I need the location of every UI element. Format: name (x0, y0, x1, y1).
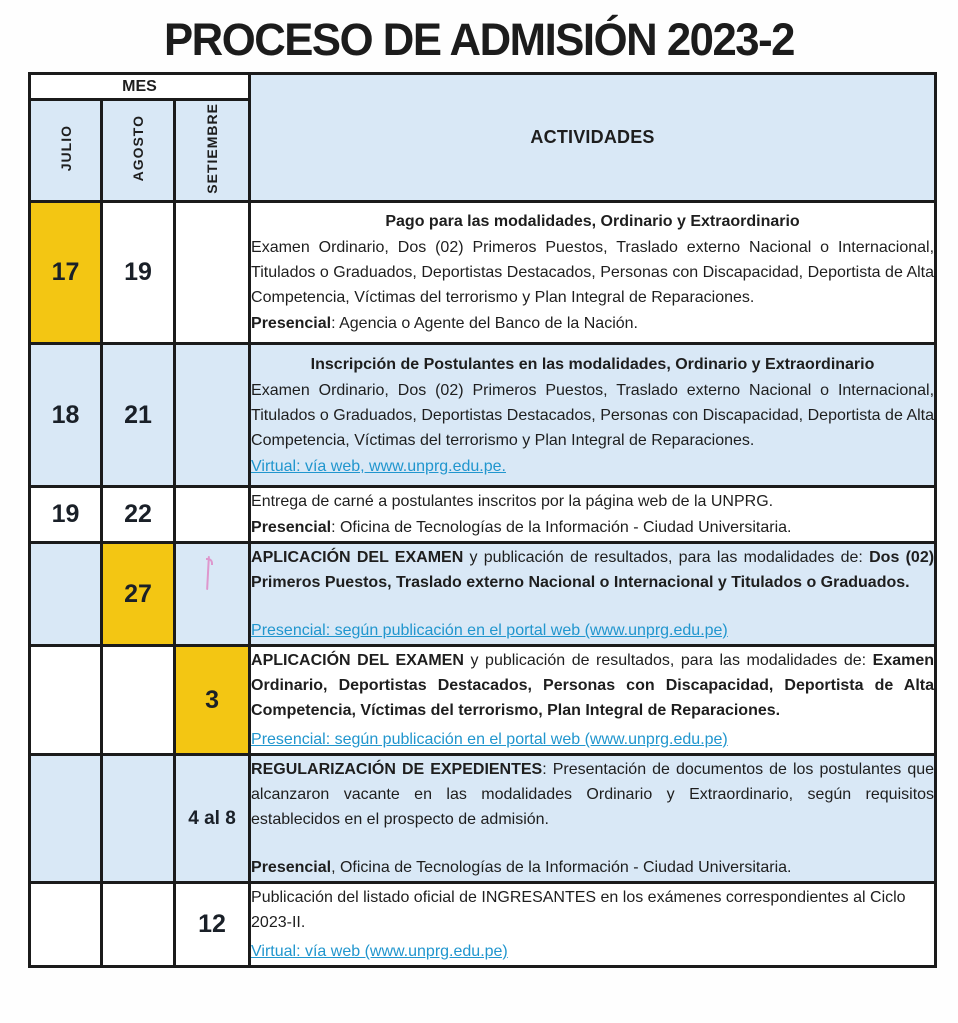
agosto-date-cell (102, 487, 175, 543)
setiembre-date-cell (175, 543, 250, 646)
admission-schedule-table (28, 72, 937, 968)
date-value: 22 (124, 500, 152, 528)
julio-date-cell (30, 543, 102, 646)
header-row-mes (30, 74, 936, 100)
julio-date-cell (30, 487, 102, 543)
activity-cell (250, 646, 936, 755)
text-segment: : Agencia o Agente del Banco de la Nación. (331, 315, 638, 332)
text-segment: : Oficina de Tecnologías de la Información - Ciudad Universitaria. (331, 519, 792, 536)
agosto-date-cell (102, 202, 175, 344)
column-header-julio (30, 100, 102, 202)
date-value: 3 (205, 685, 219, 714)
date-value: 19 (51, 500, 80, 528)
page-title: PROCESO DE ADMISIÓN 2023-2 (163, 14, 795, 65)
julio-date-cell (30, 202, 102, 344)
text-segment: Publicación del listado oficial de INGRESANTES en los exámenes correspondientes al Ciclo 2023-II. (251, 889, 906, 931)
pen-scratch-mark (204, 556, 212, 590)
text-segment: Dos (02) Primeros Puestos, Traslado externo Nacional o Internacional y Titulados o Graduados. (251, 549, 935, 591)
setiembre-date-cell (175, 646, 250, 755)
julio-date-cell (30, 344, 102, 487)
activity-paragraph (251, 618, 934, 643)
activity-paragraph (251, 885, 934, 935)
activity-cell (250, 543, 936, 646)
text-segment: APLICACIÓN DEL EXAMEN (251, 652, 464, 669)
activity-paragraph (251, 454, 934, 479)
text-segment: Presencial (251, 519, 332, 536)
text-segment: APLICACIÓN DEL EXAMEN (251, 549, 464, 566)
text-segment: : Presentación de documentos de los postulantes que alcanzaron vacante en las modalidades Ordinario y Extraordinario, según requisitos establecidos en el prospecto de admisión. (251, 761, 935, 828)
activity-paragraph (251, 939, 934, 964)
table-row (30, 755, 936, 883)
column-header-setiembre (175, 100, 250, 202)
activity-link[interactable]: Virtual: vía web (www.unprg.edu.pe) (251, 943, 508, 960)
table-row (30, 646, 936, 755)
activity-cell (250, 883, 936, 967)
setiembre-date-cell (175, 883, 250, 967)
table-row (30, 543, 936, 646)
agosto-label: AGOSTO (130, 114, 146, 182)
agosto-date-cell (102, 755, 175, 883)
mes-header: MES (30, 74, 250, 100)
actividades-header: ACTIVIDADES (250, 74, 936, 202)
julio-date-cell (30, 883, 102, 967)
activity-paragraph (251, 311, 934, 336)
activity-paragraph (251, 648, 934, 723)
table-row (30, 883, 936, 967)
activity-link[interactable]: Virtual: vía web, www.unprg.edu.pe. (251, 457, 506, 475)
date-value: 18 (51, 400, 80, 429)
table-row (30, 202, 936, 344)
text-segment: y publicación de resultados, para las modalidades de: (463, 549, 870, 566)
activity-paragraph (251, 727, 934, 752)
date-value: 19 (124, 258, 152, 286)
activity-cell (250, 487, 936, 543)
text-segment: Examen Ordinario, Deportistas Destacados, Personas con Discapacidad, Deportista de Alta Competencia, Víctimas del terrorismo, Plan Integral de Reparaciones. (251, 652, 935, 719)
activity-link[interactable]: Presencial: según publicación en el portal web (www.unprg.edu.pe) (251, 731, 728, 748)
text-segment: Entrega de carné a postulantes inscritos por la página web de la UNPRG. (251, 493, 774, 510)
activity-paragraph (251, 757, 934, 832)
column-header-agosto (102, 100, 175, 202)
text-segment: Pago para las modalidades, Ordinario y Extraordinario (385, 213, 800, 230)
julio-date-cell (30, 646, 102, 755)
activity-paragraph (251, 209, 934, 234)
text-segment: Examen Ordinario, Dos (02) Primeros Puestos, Traslado externo Nacional o Internacional, Titulados o Graduados, Deportistas Destacados, Personas con Discapacidad, Deportista de Alta Competencia, Víctimas del terrorismo y Plan Integral de Reparaciones. (251, 239, 935, 306)
activity-paragraph (251, 352, 934, 377)
setiembre-date-cell (175, 344, 250, 487)
text-segment: Examen Ordinario, Dos (02) Primeros Puestos, Traslado externo Nacional o Internacional, Titulados o Graduados, Deportistas Destacados, Personas con Discapacidad, Deportista de Alta Competencia, Víctimas del terrorismo y Plan Integral de Reparaciones. (251, 381, 935, 449)
activity-paragraph (251, 855, 934, 880)
text-segment: Presencial (251, 859, 332, 876)
date-value: 21 (124, 400, 152, 429)
text-segment: Inscripción de Postulantes en las modalidades, Ordinario y Extraordinario (310, 355, 875, 373)
date-value: 17 (51, 258, 80, 286)
text-segment: REGULARIZACIÓN DE EXPEDIENTES (251, 761, 543, 778)
activity-cell (250, 755, 936, 883)
activity-link[interactable]: Presencial: según publicación en el portal web (www.unprg.edu.pe) (251, 622, 728, 639)
activity-cell (250, 344, 936, 487)
activity-paragraph (251, 489, 934, 514)
setiembre-date-cell (175, 202, 250, 344)
date-value: 12 (198, 910, 226, 938)
activity-paragraph (251, 545, 934, 595)
text-segment: , Oficina de Tecnologías de la Información - Ciudad Universitaria. (331, 859, 792, 876)
agosto-date-cell (102, 646, 175, 755)
agosto-date-cell (102, 883, 175, 967)
table-row (30, 487, 936, 543)
setiembre-date-cell (175, 487, 250, 543)
julio-date-cell (30, 755, 102, 883)
setiembre-date-cell (175, 755, 250, 883)
agosto-date-cell (102, 344, 175, 487)
text-segment: y publicación de resultados, para las modalidades de: (463, 652, 873, 669)
activity-cell (250, 202, 936, 344)
text-segment: Presencial (251, 315, 332, 332)
activity-paragraph (251, 378, 934, 453)
activity-paragraph (251, 235, 934, 310)
activity-paragraph (251, 515, 934, 540)
julio-label: JULIO (57, 124, 74, 172)
date-value: 4 al 8 (188, 807, 236, 829)
agosto-date-cell (102, 543, 175, 646)
date-value: 27 (124, 579, 152, 608)
table-row (30, 344, 936, 487)
setiembre-label: SETIEMBRE (204, 102, 221, 194)
